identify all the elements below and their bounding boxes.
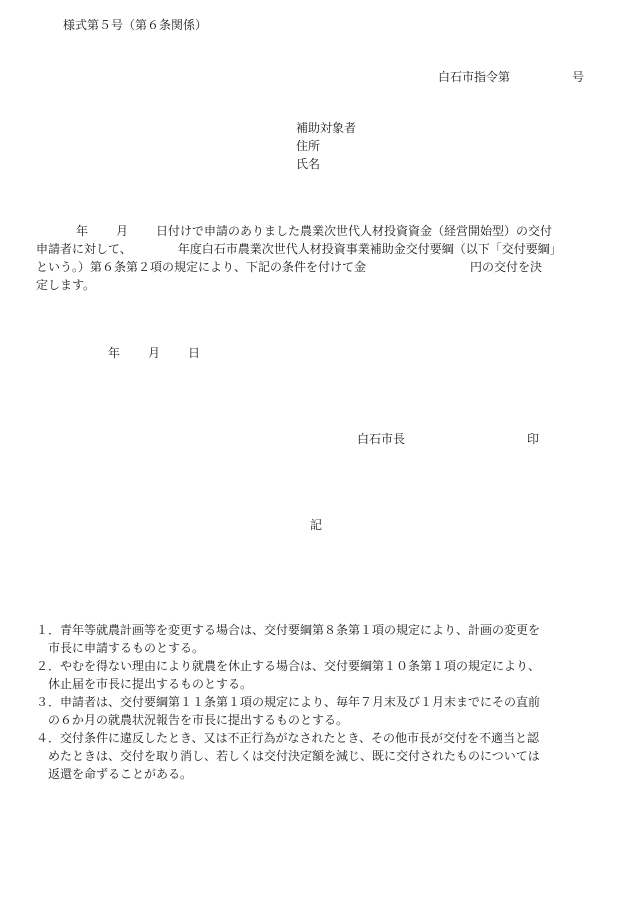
condition-4-line-2: めたときは、交付を取り消し、若しくは交付決定額を減じ、既に交付されたものについては <box>48 749 540 763</box>
condition-2-line-1: ２．やむを得ない理由により就農を休止する場合は、交付要綱第１０条第１項の規定により、 <box>36 659 541 673</box>
issue-date <box>108 344 200 362</box>
condition-item <box>36 657 540 693</box>
condition-1-line-2: 市長に申請するものとする。 <box>48 641 205 655</box>
issue-month-label: 月 <box>148 346 161 360</box>
decision-paragraph <box>36 222 562 294</box>
paragraph-line-1 <box>36 222 562 240</box>
condition-1-line-1: １．青年等就農計画等を変更する場合は、交付要綱第８条第１項の規定により、計画の変更を <box>36 623 541 637</box>
condition-item <box>36 693 540 729</box>
application-month-label: 月 <box>116 224 129 238</box>
name-label: 氏名 <box>296 157 321 171</box>
condition-item <box>36 729 540 783</box>
amount-suffix: 円の交付を決 <box>470 260 543 274</box>
condition-3-line-1: ３．申請者は、交付要綱第１１条第１項の規定により、毎年７月末及び１月末までにその直前 <box>36 695 541 709</box>
mayor-title: 白石市長 <box>357 432 406 446</box>
directive-number-label: 白石市指令第 <box>438 70 511 84</box>
condition-4-line-3: 返還を命ずることがある。 <box>48 767 193 781</box>
seal-mark: 印 <box>527 432 540 446</box>
note-heading: 記 <box>310 518 323 532</box>
paragraph-line-2-start: 申請者に対して、 <box>36 242 132 256</box>
paragraph-line-2-text: 年度白石市農業次世代人材投資事業補助金交付要綱（以下「交付要綱」 <box>177 242 562 256</box>
condition-3-line-2: の６か月の就農状況報告を市長に提出するものとする。 <box>48 713 349 727</box>
paragraph-line-1-text: 日付けで申請のありました農業次世代人材投資資金（経営開始型）の交付 <box>156 224 553 238</box>
recipient-label: 補助対象者 <box>296 121 357 135</box>
condition-4-line-1: ４．交付条件に違反したとき、又は不正行為がなされたとき、その他市長が交付を不適当と認 <box>36 731 540 745</box>
address-label: 住所 <box>296 139 321 153</box>
paragraph-line-3-start: という。）第６条第２項の規定により、下記の条件を付けて金 <box>36 260 367 274</box>
recipient-block <box>296 119 356 173</box>
application-year-label: 年 <box>76 224 89 238</box>
paragraph-line-4: 定します。 <box>36 278 96 292</box>
paragraph-line-2 <box>36 240 562 258</box>
condition-2-line-2: 休止届を市長に提出するものとする。 <box>48 677 253 691</box>
issue-year-label: 年 <box>108 346 121 360</box>
form-number: 様式第５号（第６条関係） <box>63 18 208 32</box>
conditions-list <box>36 621 540 783</box>
paragraph-line-3 <box>36 258 562 276</box>
mayor-signature <box>357 430 539 448</box>
directive-number-suffix: 号 <box>572 70 585 84</box>
issue-day-label: 日 <box>188 346 201 360</box>
condition-item <box>36 621 540 657</box>
